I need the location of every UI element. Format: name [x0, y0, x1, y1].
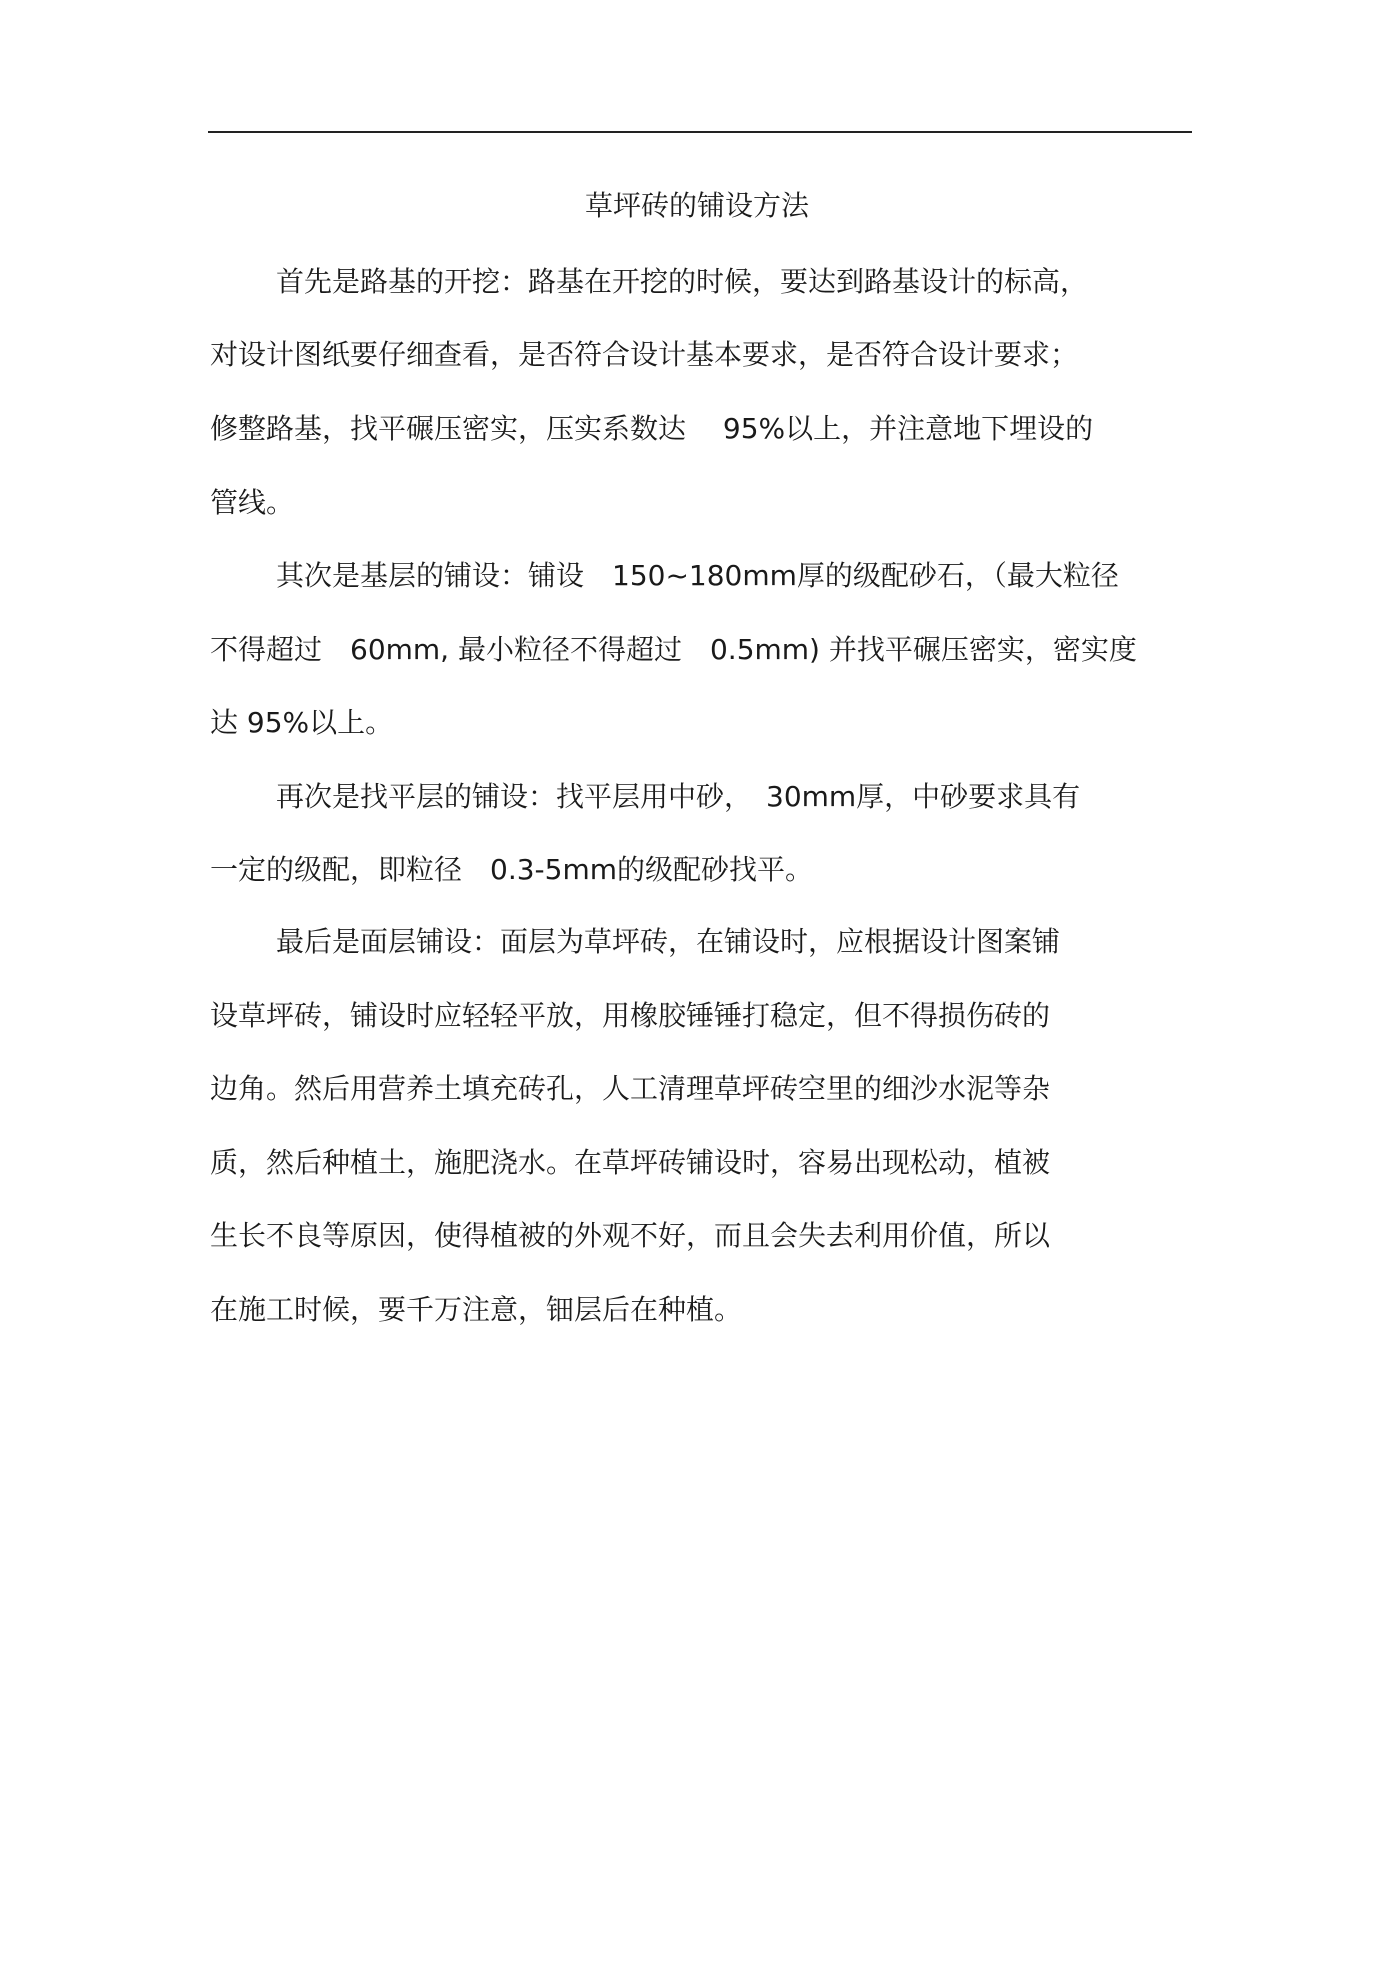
- paragraph-1-line-4: 管线。: [210, 486, 295, 519]
- paragraph-3-line-1: 再次是找平层的铺设：找平层用中砂， 30mm厚，中砂要求具有: [276, 780, 1081, 813]
- paragraph-4-line-3: 边角。然后用营养土填充砖孔，人工清理草坪砖空里的细沙水泥等杂: [210, 1072, 1051, 1105]
- paragraph-4-line-1: 最后是面层铺设：面层为草坪砖，在铺设时，应根据设计图案铺: [276, 925, 1061, 958]
- document-title: 草坪砖的铺设方法: [584, 189, 809, 222]
- paragraph-4-line-4: 质，然后种植土，施肥浇水。在草坪砖铺设时，容易出现松动，植被: [210, 1146, 1051, 1179]
- paragraph-2-line-3: 达 95%以上。: [210, 706, 394, 739]
- paragraph-4-line-6: 在施工时候，要千万注意，钿层后在种植。: [210, 1293, 743, 1326]
- paragraph-1-line-1: 首先是路基的开挖：路基在开挖的时候，要达到路基设计的标高，: [276, 265, 1089, 298]
- paragraph-3-line-2: 一定的级配，即粒径 0.3-5mm的级配砂找平。: [210, 853, 814, 886]
- paragraph-1-line-3: 修整路基，找平碾压密实，压实系数达 95%以上，并注意地下埋设的: [210, 412, 1094, 445]
- paragraph-4-line-5: 生长不良等原因，使得植被的外观不好，而且会失去利用价值，所以: [210, 1219, 1051, 1252]
- paragraph-1-line-2: 对设计图纸要仔细查看，是否符合设计基本要求，是否符合设计要求；: [210, 338, 1079, 371]
- paragraph-2-line-2: 不得超过 60mm, 最小粒径不得超过 0.5mm) 并找平碾压密实，密实度: [210, 633, 1137, 666]
- paragraph-2-line-1: 其次是基层的铺设：铺设 150~180mm厚的级配砂石，（最大粒径: [276, 559, 1119, 592]
- paragraph-4-line-2: 设草坪砖，铺设时应轻轻平放，用橡胶锤锤打稳定，但不得损伤砖的: [210, 999, 1051, 1032]
- header-rule: [208, 131, 1192, 133]
